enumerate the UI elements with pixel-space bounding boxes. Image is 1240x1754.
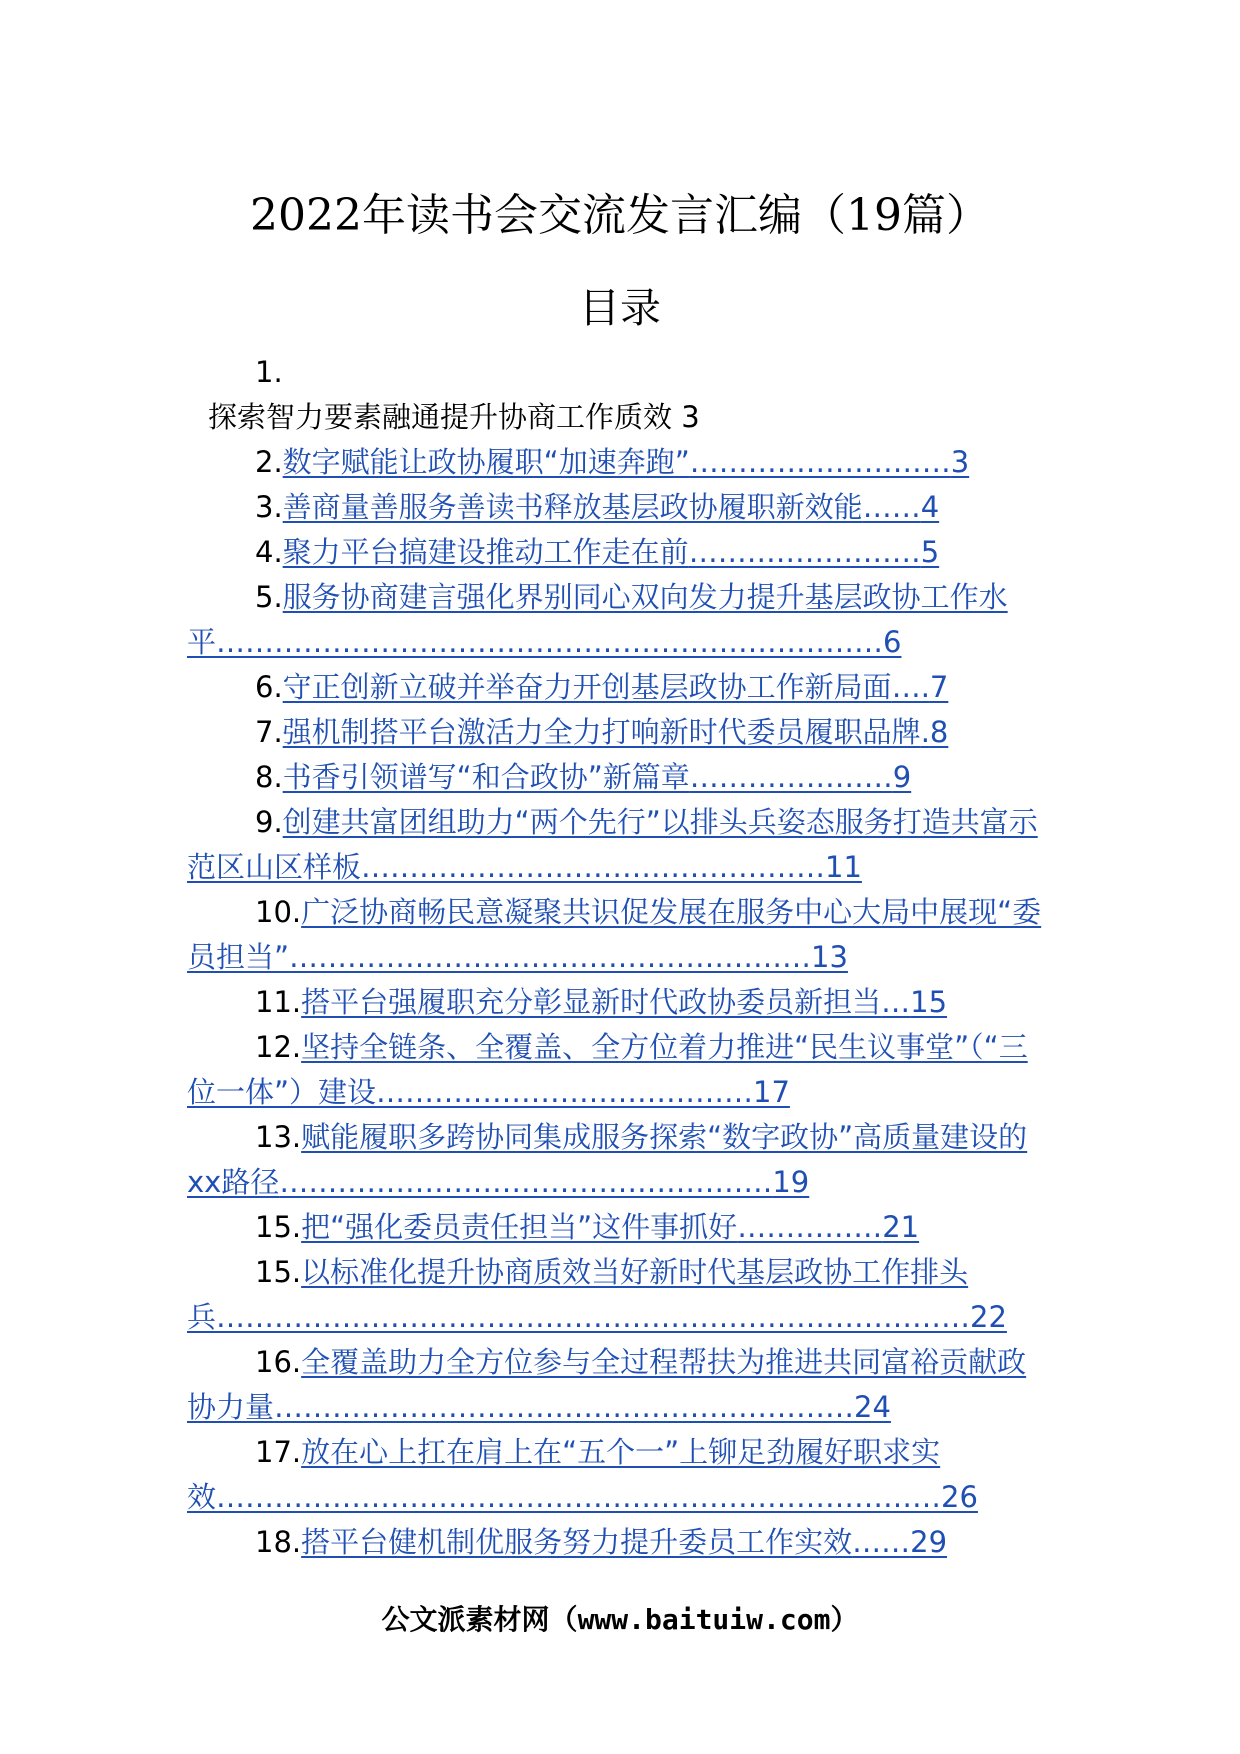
toc-entry-text: 坚持全链条、全覆盖、全方位着力推进“民生议事堂”（“三位一体”）建设	[187, 1030, 1028, 1109]
toc-entry-leader-dots: …………………………………………	[361, 850, 826, 884]
toc-entry-leader-dots: ……	[862, 490, 921, 524]
toc-entry-number: 13.	[255, 1120, 302, 1154]
toc-entry	[187, 800, 1054, 890]
toc-entry	[187, 665, 1054, 710]
toc-entry	[187, 485, 1054, 530]
toc-entry-number: 15.	[255, 1255, 302, 1289]
toc-entry-text: 搭平台强履职充分彰显新时代政协委员新担当	[301, 985, 882, 1019]
toc-entry	[187, 755, 1054, 800]
toc-entry-text: 把“强化委员责任担当”这件事抓好	[301, 1210, 738, 1244]
table-of-contents	[187, 350, 1054, 1565]
toc-entry-number: 2.	[255, 445, 283, 479]
toc-entry-page-number: 11	[825, 850, 862, 884]
toc-entry-page-number: 19	[772, 1165, 810, 1199]
toc-entry-leader-dots: …	[881, 985, 911, 1019]
toc-entry	[187, 1340, 1054, 1430]
toc-entry	[187, 1250, 1054, 1340]
toc-entry-page-number: 4	[920, 490, 940, 524]
toc-entry-leader-dots: .	[920, 715, 930, 749]
toc-entry-text: 数字赋能让政协履职“加速奔跑”	[282, 445, 690, 479]
toc-entry-link[interactable]	[187, 1255, 1007, 1334]
toc-entry-text: 以标准化提升协商质效当好新时代基层政协工作排头兵	[187, 1255, 969, 1334]
toc-entry-number: 15.	[255, 1210, 302, 1244]
toc-entry-page-number: 24	[854, 1390, 891, 1424]
toc-entry-link[interactable]	[187, 805, 1038, 884]
toc-entry-page-number: 13	[811, 940, 848, 974]
toc-entry-number: 9.	[255, 805, 283, 839]
toc-entry-text: 善商量善服务善读书释放基层政协履职新效能	[282, 490, 863, 524]
toc-heading: 目录	[579, 284, 661, 332]
toc-entry	[187, 575, 1054, 665]
toc-entry-text: 守正创新立破并举奋力开创基层政协工作新局面	[282, 670, 892, 704]
toc-entry-link[interactable]	[187, 580, 1008, 659]
toc-entry-number: 7.	[255, 715, 283, 749]
toc-entry	[187, 1520, 1054, 1565]
toc-entry	[187, 1205, 1054, 1250]
toc-entry-number: 18.	[255, 1525, 302, 1559]
toc-entry-leader-dots: ……………………………………………	[279, 1165, 773, 1199]
toc-entry-leader-dots: …………………………………………………………………	[216, 1480, 942, 1514]
toc-entry-leader-dots: ……………………………………………………	[274, 1390, 855, 1424]
toc-entry-page-number: 22	[970, 1300, 1007, 1334]
toc-entry-page-number: 26	[941, 1480, 978, 1514]
toc-entry-number: 1.	[255, 355, 283, 389]
toc-entry-link[interactable]	[187, 1345, 1026, 1424]
toc-entry-leader-dots: ………………………………………………	[289, 940, 812, 974]
toc-entry-page-number: 29	[910, 1525, 948, 1559]
toc-entry	[187, 530, 1054, 575]
toc-entry-link[interactable]	[283, 490, 939, 524]
toc-entry	[187, 980, 1054, 1025]
toc-entry-number: 16.	[255, 1345, 302, 1379]
toc-entry-text: 全覆盖助力全方位参与全过程帮扶为推进共同富裕贡献政协力量	[187, 1345, 1027, 1424]
toc-entry-text: 聚力平台搞建设推动工作走在前	[282, 535, 689, 569]
toc-entry-number: 8.	[255, 760, 283, 794]
toc-entry-text: 广泛协商畅民意凝聚共识促发展在服务中心大局中展现“委员担当”	[187, 895, 1042, 974]
toc-entry-number: 12.	[255, 1030, 302, 1064]
toc-entry-number: 4.	[255, 535, 283, 569]
toc-entry-leader-dots: ……………………………………………………………………	[216, 1300, 971, 1334]
toc-entry	[187, 1115, 1054, 1205]
toc-entry	[187, 710, 1054, 755]
toc-entry-leader-dots: …………………	[689, 760, 893, 794]
toc-entry	[187, 1430, 1054, 1520]
toc-entry-link[interactable]	[187, 1030, 1028, 1109]
footer-watermark	[0, 1600, 1240, 1640]
toc-entry-text: 搭平台健机制优服务努力提升委员工作实效	[301, 1525, 853, 1559]
toc-entry	[187, 1025, 1054, 1115]
toc-entry-leader-dots: ……………	[737, 1210, 883, 1244]
toc-entry	[187, 440, 1054, 485]
toc-entry-link[interactable]	[283, 760, 912, 794]
footer-prefix: 公文派素材网（	[381, 1603, 578, 1636]
toc-entry-number: 5.	[255, 580, 283, 614]
toc-entry-text: 服务协商建言强化界别同心双向发力提升基层政协工作水平	[187, 580, 1008, 659]
toc-entry-text: 创建共富团组助力“两个先行”以排头兵姿态服务打造共富示范区山区样板	[187, 805, 1038, 884]
footer-suffix: ）	[830, 1603, 859, 1636]
toc-entry-page-number: 9	[892, 760, 912, 794]
toc-entry-link[interactable]	[283, 535, 939, 569]
toc-entry-page-number: 17	[753, 1075, 790, 1109]
footer-url: www.baituiw.com	[577, 1603, 831, 1636]
toc-entry-link[interactable]	[187, 895, 1041, 974]
toc-entry-link[interactable]	[187, 1120, 1027, 1199]
toc-entry-leader-dots: ………………………	[689, 445, 951, 479]
toc-entry-page-number: 5	[920, 535, 940, 569]
toc-entry-leader-dots: …………………………………	[376, 1075, 754, 1109]
toc-entry-number: 17.	[255, 1435, 302, 1469]
toc-entry-text: 赋能履职多跨协同集成服务探索“数字政协”高质量建设的xx路径	[187, 1120, 1028, 1199]
document-title: 2022年读书会交流发言汇编（19篇）	[250, 190, 990, 241]
toc-entry-page-number: 3	[950, 445, 970, 479]
toc-entry-page-number: 21	[882, 1210, 920, 1244]
toc-entry-page-number: 8	[929, 715, 949, 749]
toc-entry-leader-dots: ……………………	[688, 535, 921, 569]
toc-entry-page-number: 7	[929, 670, 949, 704]
toc-entry-link[interactable]	[283, 670, 949, 704]
toc-entry-text: 书香引领谱写“和合政协”新篇章	[282, 760, 690, 794]
toc-entry-page-number: 15	[910, 985, 948, 1019]
toc-entry-leader-dots: ……………………………………………………………	[216, 625, 884, 659]
toc-entry-list	[187, 440, 1054, 1565]
toc-entry-link[interactable]	[301, 1210, 919, 1244]
toc-entry-text: 放在心上扛在肩上在“五个一”上铆足劲履好职求实效	[187, 1435, 941, 1514]
toc-entry-link[interactable]	[283, 445, 970, 479]
toc-entry-link[interactable]	[301, 985, 947, 1019]
toc-entry-link[interactable]	[187, 1435, 978, 1514]
toc-entry-number: 6.	[255, 670, 283, 704]
toc-entry-text: 强机制搭平台激活力全力打响新时代委员履职品牌	[282, 715, 921, 749]
toc-entry-leader-dots: ….	[891, 670, 930, 704]
toc-entry-number: 10.	[255, 895, 302, 929]
toc-entry	[187, 890, 1054, 980]
toc-entry-number: 11.	[255, 985, 302, 1019]
toc-entry-leader-dots: ……	[852, 1525, 911, 1559]
toc-entry-link[interactable]	[301, 1525, 947, 1559]
toc-entry-text: 探索智力要素融通提升协商工作质效 3	[208, 400, 700, 434]
toc-entry-link[interactable]	[283, 715, 949, 749]
toc-entry-page-number: 6	[883, 625, 902, 659]
toc-entry-number: 3.	[255, 490, 283, 524]
